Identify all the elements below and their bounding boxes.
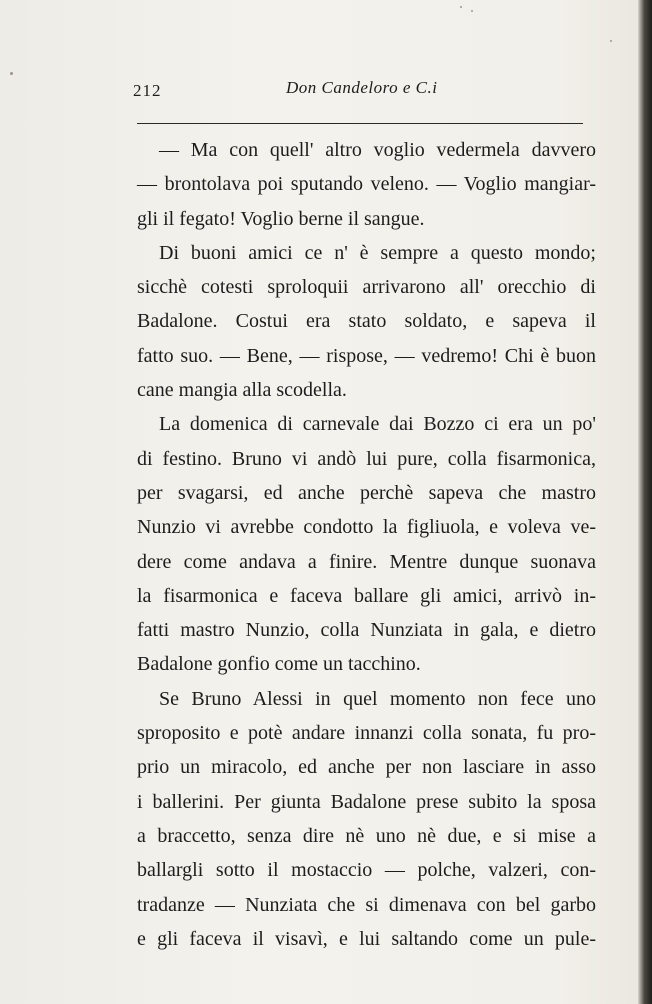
text-line: Nunzio vi avrebbe condotto la figliuola, e voleva ve- [137,516,596,539]
text-line: ballargli sotto il mostaccio — polche, valzeri, con- [137,859,596,882]
text-line: la fisarmonica e faceva ballare gli amici, arrivò in- [137,584,596,607]
text-line: prio un miracolo, ed anche per non lasciare in asso [137,756,596,779]
paper-speck [610,40,612,42]
page-number: 212 [133,81,162,100]
running-title: Don Candeloro e C.i [286,78,438,97]
page-header [133,78,593,102]
text-line: sicchè cotesti sproloquii arrivarono all' orecchio di [137,276,596,299]
text-line: gli il fegato! Voglio berne il sangue. [137,207,425,230]
text-line: cane mangia alla scodella. [137,379,347,402]
text-line: Se Bruno Alessi in quel momento non fece uno [159,687,596,710]
text-line: dere come andava a finire. Mentre dunque suonava [137,550,596,573]
paper-speck [10,72,13,75]
text-line: La domenica di carnevale dai Bozzo ci era un po' [159,413,596,436]
text-line: fatto suo. — Bene, — rispose, — vedremo! Chi è buon [137,344,596,367]
paper-speck [471,10,473,12]
text-line: — Ma con quell' altro voglio vedermela davvero [159,139,596,161]
text-line: Badalone gonfio come un tacchino. [137,653,421,676]
header-rule [137,123,583,124]
text-line: Di buoni amici ce n' è sempre a questo mondo; [159,241,596,264]
paper-speck [460,6,462,8]
text-line: Badalone. Costui era stato soldato, e sapeva il [137,310,596,333]
text-line: a braccetto, senza dire nè uno nè due, e si mise a [137,824,596,847]
text-line: per svagarsi, ed anche perchè sapeva che mastro [137,481,596,504]
text-line: e gli faceva il visavì, e lui saltando come un pule- [137,927,596,950]
text-line: fatti mastro Nunzio, colla Nunziata in gala, e dietro [137,619,596,642]
text-line: i ballerini. Per giunta Badalone prese subito la sposa [137,790,596,813]
text-line: di festino. Bruno vi andò lui pure, colla fisarmonica, [137,447,596,470]
body-text [137,133,596,956]
text-line: — brontolava poi sputando veleno. — Voglio mangiar- [137,173,596,196]
text-line: sproposito e potè andare innanzi colla sonata, fu pro- [137,722,596,745]
text-line: tradanze — Nunziata che si dimenava con bel garbo [137,893,596,916]
page-binding-edge [638,0,652,1004]
